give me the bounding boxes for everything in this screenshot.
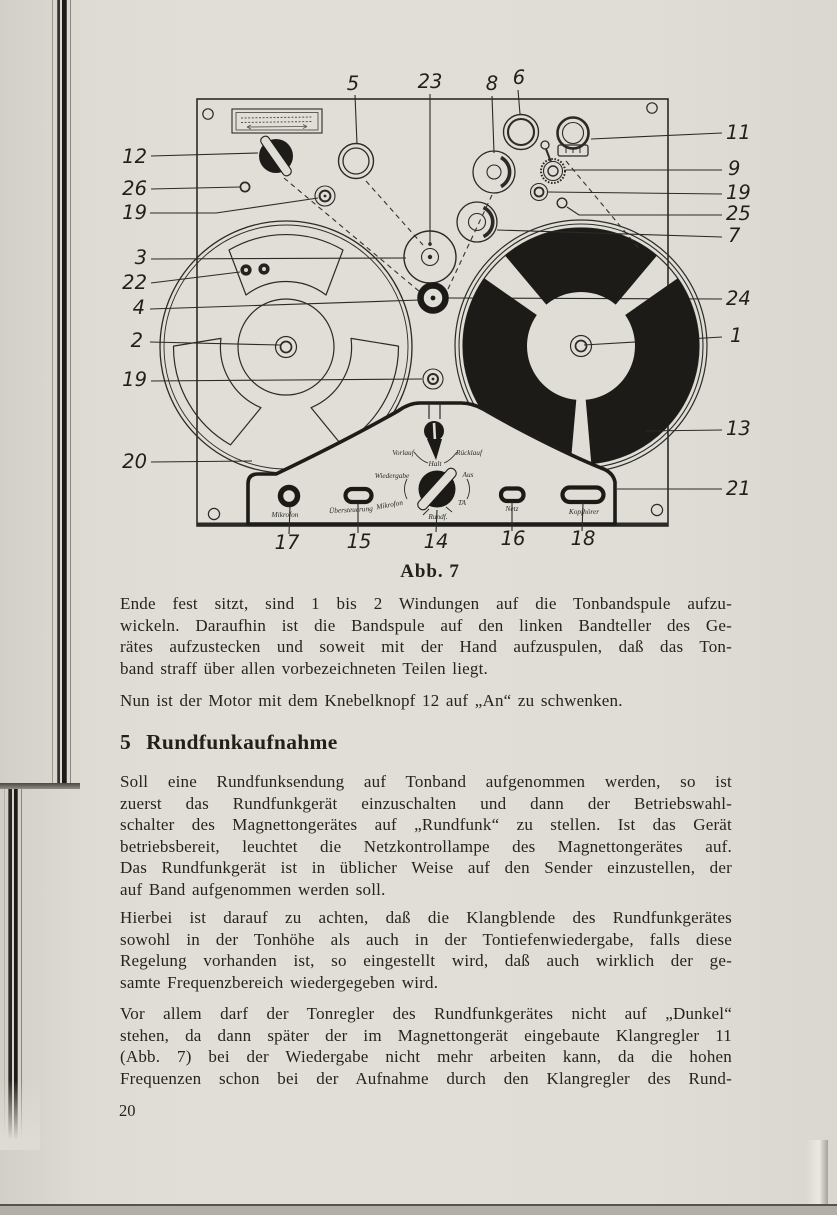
motor-switch-knob	[259, 135, 293, 178]
text-line: (Abb. 7) bei der Wiedergabe nicht mehr arbeiten kann, da die hohen	[120, 1047, 732, 1067]
callout-7: 7	[728, 224, 741, 247]
text-line: stehen, da dann später der im Magnettongerät eingebaute Klangregler 11	[120, 1025, 732, 1045]
text-line: Hierbei ist darauf zu achten, daß die Klangblende des Rundfunkgerätes	[120, 908, 732, 927]
figure-abb7	[95, 60, 760, 570]
callout-23: 23	[417, 70, 443, 93]
section-title: Rundfunkaufnahme	[146, 730, 338, 754]
knurled-roller-9	[541, 159, 565, 183]
selector-label-aus: Aus	[462, 470, 474, 479]
text-line: auf Band aufgenommen werden soll.	[120, 879, 386, 899]
page-curl-highlight	[806, 1140, 828, 1206]
callout-4: 4	[132, 296, 145, 319]
text-line: Das Rundfunkgerät ist in üblicher Weise auf den Sender einzustellen, der	[120, 858, 732, 878]
callout-15: 15	[346, 530, 372, 553]
right-spindle	[571, 336, 592, 357]
text-line: rätes aufzustecken und soweit mit der Hand aufzuspulen, daß das Ton-	[120, 637, 732, 657]
callout-19-center: 19	[122, 368, 147, 391]
callout-17: 17	[274, 531, 300, 554]
tape-guide-ring-5	[339, 144, 374, 179]
flanged-guide-8	[473, 151, 515, 193]
callout-16: 16	[500, 527, 526, 550]
lever-label-ruecklauf: Rücklauf	[456, 448, 482, 457]
callout-8: 8	[485, 72, 499, 95]
tone-control-knob-11	[558, 118, 589, 157]
guide-roller-19-right	[531, 184, 548, 201]
text-line: Ende fest sitzt, sind 1 bis 2 Windungen auf die Tonbandspule aufzu-	[120, 594, 732, 613]
screw-top-right	[647, 103, 657, 113]
text-line: Vor allem darf der Tonregler des Rundfunkgerätes nicht auf „Dunkel“	[120, 1004, 732, 1023]
callout-11: 11	[726, 121, 751, 144]
section-number: 5	[120, 730, 132, 754]
paragraph-4	[120, 907, 732, 993]
page-number: 20	[119, 1101, 136, 1120]
callout-19-left: 19	[122, 201, 147, 224]
selector-label-wiedergabe: Wiedergabe	[374, 471, 410, 480]
socket-label-netz: Netz	[505, 504, 519, 513]
text-line: wickeln. Daraufhin ist die Bandspule auf den linken Bandteller des Ge-	[120, 615, 732, 635]
text-line: Soll eine Rundfunksendung auf Tonband aufgenommen werden, so ist	[120, 772, 732, 791]
callout-24: 24	[726, 287, 751, 310]
text-line: betriebsbereit, leuchtet die Netzkontrollampe des Magnettongerätes auf.	[120, 836, 732, 856]
screw-bottom-right	[651, 504, 662, 515]
callout-21: 21	[726, 477, 751, 500]
callout-22: 22	[122, 271, 147, 294]
adjust-screws-22	[240, 263, 269, 275]
guide-roller-19-left	[315, 186, 335, 206]
capstan-4-24	[421, 286, 446, 311]
callout-2: 2	[130, 329, 143, 352]
figure-caption: Abb. 7	[400, 561, 460, 582]
guide-pin-25	[557, 198, 567, 208]
paragraph-2	[120, 690, 732, 712]
callout-25: 25	[726, 202, 751, 225]
paragraph-1	[120, 593, 732, 679]
callout-26: 26	[122, 177, 147, 200]
selector-label-mikrofon: Mikrofon	[375, 497, 404, 512]
callout-19-right: 19	[726, 181, 751, 204]
screw-top-left	[203, 109, 213, 119]
lever-label-vorlauf: Vorlauf	[392, 448, 414, 457]
book-binding-edge-top	[50, 0, 77, 784]
guide-roller-19-center	[423, 369, 443, 389]
lever-label-halt: Halt	[428, 459, 442, 468]
text-line: samte Frequenzbereich wiedergegeben wird.	[120, 972, 439, 992]
text-line: zuerst das Rundfunkgerät einzuschalten und dann der Betriebswahl-	[120, 793, 732, 813]
paragraph-5	[120, 1003, 732, 1089]
text-line: Regelung vorhanden ist, so eingestellt wird, daß auch wirklich der ge-	[120, 951, 732, 971]
head-ring-6	[504, 115, 539, 150]
callout-5: 5	[346, 72, 360, 95]
binding-fade	[0, 1080, 40, 1150]
callout-9: 9	[728, 157, 741, 180]
index-dot-26	[240, 182, 249, 191]
selector-label-ta: TA	[458, 498, 466, 507]
text-line: Nun ist der Motor mit dem Knebelknopf 12 auf „An“ zu schwenken.	[120, 691, 623, 710]
flanged-guide-7	[457, 202, 497, 242]
type-plate	[232, 109, 322, 133]
selector-label-rundf: Rundf.	[428, 512, 448, 521]
callout-3: 3	[134, 246, 147, 269]
text-line: sowohl in der Tonhöhe als auch in der Tontiefenwiedergabe, falls diese	[120, 929, 732, 949]
page-bottom-edge	[0, 1204, 837, 1215]
callout-13: 13	[726, 417, 751, 440]
callout-20: 20	[122, 450, 147, 473]
socket-label-uebersteuerung: Übersteuerung	[328, 503, 373, 516]
paragraph-3	[120, 771, 732, 901]
callout-1: 1	[730, 324, 743, 347]
callout-12: 12	[122, 145, 147, 168]
section-heading	[120, 730, 338, 755]
left-spindle	[276, 337, 297, 358]
callout-6: 6	[512, 66, 526, 89]
socket-label-mikrofon: Mikrofon	[271, 510, 299, 519]
callout-18: 18	[570, 527, 596, 550]
text-line: schalter des Magnettongerätes auf „Rundfunk“ zu stellen. Ist das Gerät	[120, 815, 732, 835]
screw-bottom-left	[208, 508, 219, 519]
text-line: Frequenzen schon bei der Aufnahme durch den Klangregler des Rund-	[120, 1068, 732, 1088]
text-line: band straff über allen vorbezeichneten Teilen liegt.	[120, 658, 488, 678]
socket-label-kopfhoerer: Kopfhörer	[568, 507, 600, 516]
callout-14: 14	[423, 530, 449, 553]
